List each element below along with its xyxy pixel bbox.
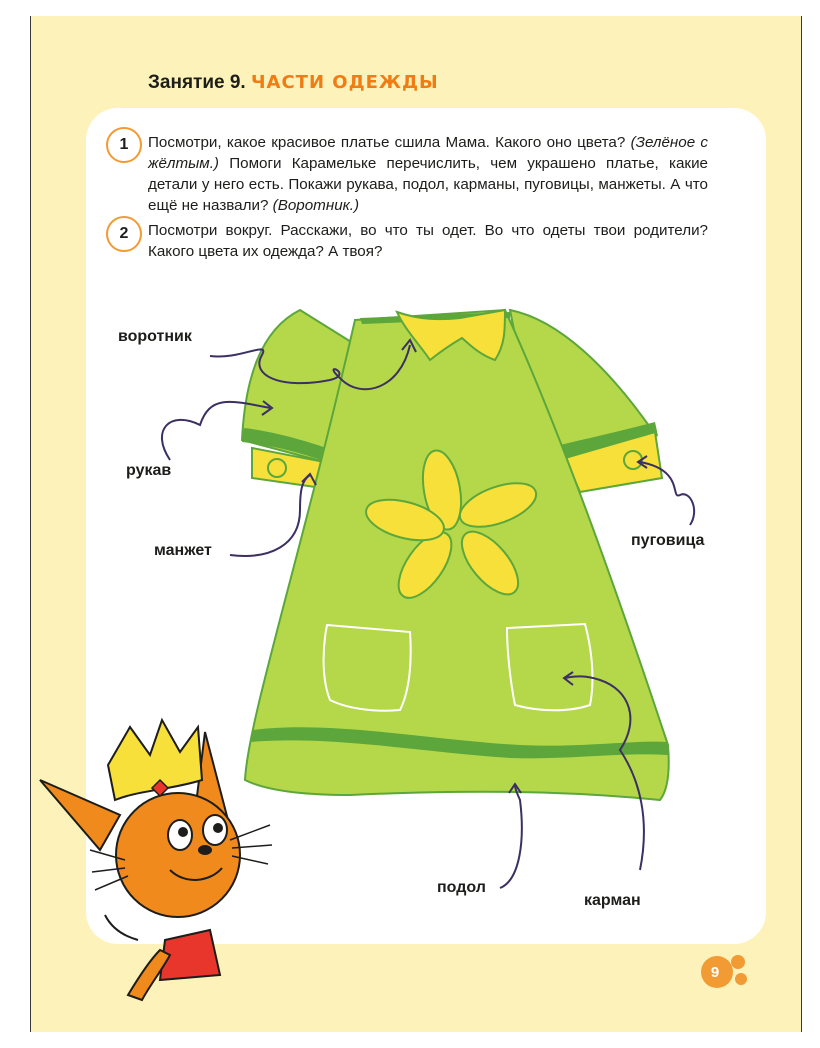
label-sleeve: рукав: [126, 462, 172, 479]
label-button: пуговица: [631, 532, 705, 549]
task-1-part: Посмотри, какое красивое платье сшила Мама. Какого оно цвета?: [148, 134, 631, 151]
page-number-text: 9: [710, 964, 720, 981]
arrow-cuff: [230, 475, 310, 556]
page-number: [700, 957, 734, 991]
task-1-answer: (Зелёное с жёлтым.): [148, 134, 709, 172]
lesson-topic: ЧАСТИ ОДЕЖДЫ: [251, 72, 439, 93]
task-number-badge: 2: [106, 216, 142, 252]
label-collar: воротник: [118, 328, 192, 345]
task-number-badge: 1: [106, 127, 142, 163]
lesson-number: Занятие 9.: [148, 72, 246, 93]
label-pocket: карман: [584, 892, 641, 909]
task-1-answer: (Воротник.): [272, 197, 360, 214]
label-cuff: манжет: [154, 542, 212, 559]
task-2-part: Посмотри вокруг. Расскажи, во что ты одет. Во что одеты твои родители? Какого цвета их одежда? А твоя?: [148, 222, 708, 260]
arrow-hem: [500, 785, 522, 888]
task-1-part: Помоги Карамельке перечислить, чем украшено платье, какие детали у него есть. Покажи рукава, подол, карманы, пуговицы, манжеты. А что ещё не назвали?: [148, 155, 708, 214]
kitten-character: [40, 720, 272, 1000]
label-hem: подол: [437, 879, 486, 896]
